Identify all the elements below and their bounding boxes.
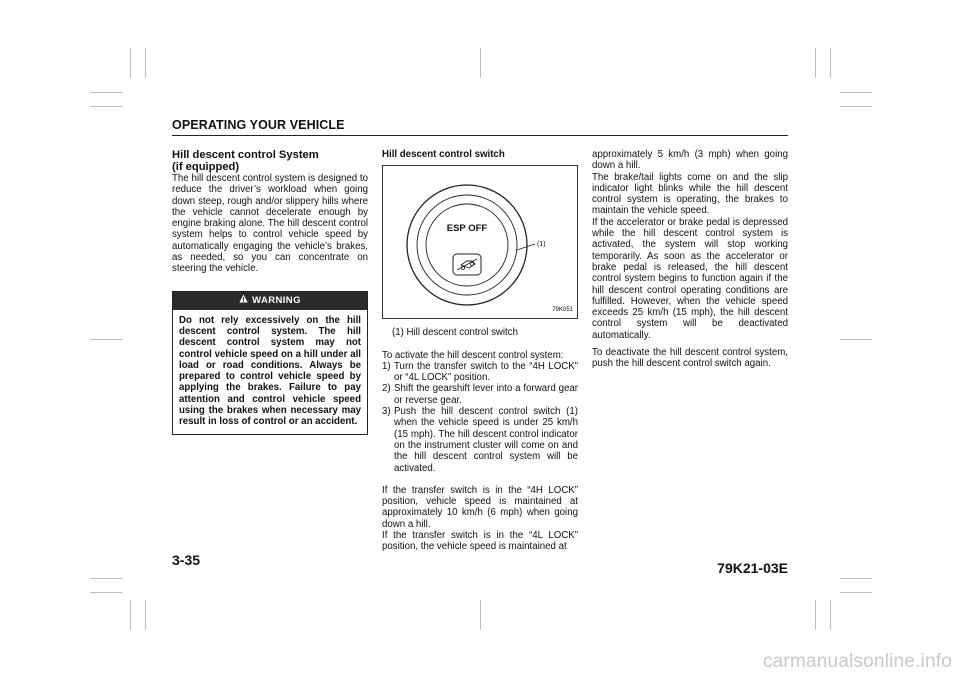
paragraph-4h: If the transfer switch is in the “4H LOCK” position, vehicle speed is maintained at approximately 10 km/h (6 mph) when going down a hill. xyxy=(382,484,578,530)
page-number: 3-35 xyxy=(172,552,201,568)
intro-paragraph: The hill descent control system is designed to reduce the driver’s workload when going down steep, rough and/or slippery hills where the vehicle cannot decelerate enough by engine braking alone. The hill descent control system helps to control vehicle speed by automatically engaging the vehicle’s brakes, as needed, so you can concentrate on steering the vehicle. xyxy=(172,173,368,275)
paragraph-deactivate: To deactivate the hill descent control system, push the hill descent control switch again. xyxy=(592,347,788,370)
paragraph-4l: If the transfer switch is in the “4L LOCK” position, the vehicle speed is maintained at xyxy=(382,530,578,553)
crop-mark xyxy=(815,48,816,78)
list-item xyxy=(382,383,578,406)
list-item xyxy=(382,406,578,474)
step-number: 1) xyxy=(382,360,391,372)
page-header: OPERATING YOUR VEHICLE xyxy=(172,118,345,132)
warning-box xyxy=(172,291,368,435)
paragraph-accelerator: If the accelerator or brake pedal is depressed while the hill descent control system is activated, the system will stop working temporarily. As soon as the accelerator or brake pedal is released, the hill descent control system begins to function again if the hill descent control operating conditions are fulfilled. However, when the vehicle speed exceeds 25 km/h (15 mph), the hill descent control system will be deactivated automatically. xyxy=(592,216,788,341)
figure-callout: (1) xyxy=(537,241,546,249)
crop-mark xyxy=(480,48,481,78)
header-rule xyxy=(172,135,788,136)
crop-mark xyxy=(480,600,481,630)
middle-column xyxy=(382,149,578,553)
crop-mark xyxy=(90,92,122,93)
crop-mark xyxy=(90,592,122,593)
crop-mark xyxy=(145,600,146,630)
crop-mark xyxy=(840,592,872,593)
crop-mark xyxy=(90,339,122,340)
warning-label: WARNING xyxy=(252,294,301,306)
crop-mark xyxy=(90,106,122,107)
figure-caption: (1) Hill descent control switch xyxy=(392,327,518,339)
left-column xyxy=(172,149,368,435)
document-code: 79K21-03E xyxy=(717,560,788,576)
warning-header xyxy=(173,292,367,310)
step-number: 2) xyxy=(382,383,391,395)
crop-mark xyxy=(830,600,831,630)
step-text: Push the hill descent control switch (1) when the vehicle speed is under 25 km/h (15 mph). The hill descent control indicator on the instrument cluster will come on and the hill descent control system will be activated. xyxy=(394,406,578,474)
crop-mark xyxy=(90,578,122,579)
warning-icon xyxy=(239,292,248,310)
hill-descent-switch-illustration xyxy=(383,166,577,318)
crop-mark xyxy=(130,600,131,630)
esp-off-label: ESP OFF xyxy=(446,223,488,235)
step-text: Turn the transfer switch to the “4H LOCK” or “4L LOCK” position. xyxy=(394,360,578,384)
activation-steps xyxy=(382,361,578,474)
step-text: Shift the gearshift lever into a forward gear or reverse gear. xyxy=(394,383,578,406)
crop-mark xyxy=(840,578,872,579)
paragraph-continued: approximately 5 km/h (3 mph) when going down a hill. xyxy=(592,149,788,172)
crop-mark xyxy=(145,48,146,78)
figure-title: Hill descent control switch xyxy=(382,149,505,160)
list-item xyxy=(382,361,578,384)
activation-lead: To activate the hill descent control system: xyxy=(382,349,564,361)
crop-mark xyxy=(840,92,872,93)
paragraph-brake-lights: The brake/tail lights come on and the slip indicator light blinks while the hill descent control system is operating, the brakes to maintain the vehicle speed. xyxy=(592,171,788,217)
crop-mark xyxy=(840,339,872,340)
step-number: 3) xyxy=(382,406,391,418)
section-title: Hill descent control System xyxy=(172,149,319,161)
warning-text: Do not rely excessively on the hill descent control system. The hill descent control system may not control vehicle speed on a hill under all load or road conditions. Always be prepared to control vehicle speed by applying the brakes. Failure to pay attention and control vehicle speed using the brakes when necessary may result in loss of control or an accident. xyxy=(179,314,361,428)
crop-mark xyxy=(830,48,831,78)
crop-mark xyxy=(840,106,872,107)
crop-mark xyxy=(130,48,131,78)
watermark: carmanualsonline.info xyxy=(762,651,952,672)
right-column xyxy=(592,149,788,370)
figure-id: 79K051 xyxy=(552,307,573,313)
crop-mark xyxy=(815,600,816,630)
section-subtitle: (if equipped) xyxy=(172,161,240,173)
figure-box xyxy=(382,165,578,319)
hill-descent-icon xyxy=(453,254,481,275)
